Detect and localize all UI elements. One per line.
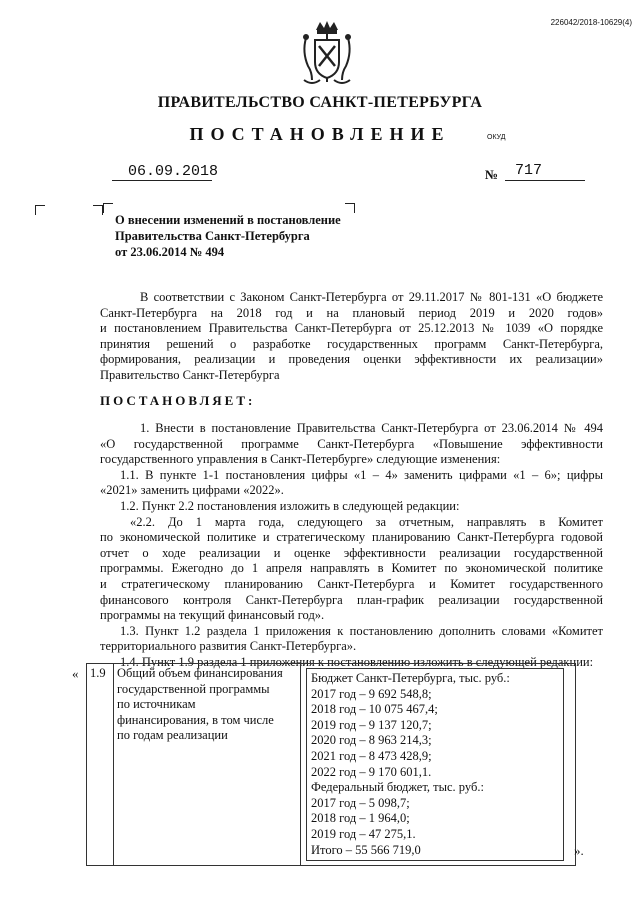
row-label bbox=[114, 664, 301, 866]
item-line: 1.4. Пункт 1.9 раздела 1 приложения к постановлению изложить в следующей редакции: bbox=[120, 654, 594, 669]
coat-of-arms-icon bbox=[298, 20, 356, 90]
item-line: программы на текущий финансовый год». bbox=[100, 608, 325, 623]
item-line: и стратегическому планированию Санкт-Петербурга и Комитет государственного bbox=[100, 576, 603, 591]
item-line: по экономической политике и стратегическому планированию Санкт-Петербурга годовой bbox=[100, 530, 603, 545]
table-open-quote: « bbox=[72, 666, 79, 681]
value-line: 2018 год – 10 075 467,4; bbox=[311, 702, 438, 717]
corner-mark-left bbox=[35, 205, 45, 215]
government-title: ПРАВИТЕЛЬСТВО САНКТ-ПЕТЕРБУРГА bbox=[157, 94, 483, 111]
row-label-line: по годам реализации bbox=[117, 728, 228, 743]
item-line: 1.2. Пункт 2.2 постановления изложить в следующей редакции: bbox=[120, 498, 460, 513]
subject-line-1: О внесении изменений в постановление bbox=[115, 213, 341, 227]
preamble-line: принятия решений о разработке государственных программ Санкт-Петербурга, bbox=[100, 336, 603, 351]
item-line: программы. Ежегодно до 1 апреля направлять в Комитет по экономической политике bbox=[100, 561, 603, 576]
value-line: 2021 год – 8 473 428,9; bbox=[311, 748, 432, 763]
value-line: 2017 год – 5 098,7; bbox=[311, 795, 410, 810]
resolves-heading: ПОСТАНОВЛЯЕТ: bbox=[100, 393, 256, 408]
number-label: № bbox=[485, 167, 499, 182]
value-line: Итого – 55 566 719,0 bbox=[311, 842, 421, 857]
item-line: государственного управления в Санкт-Петербурге» следующие изменения: bbox=[100, 452, 501, 467]
value-line: Федеральный бюджет, тыс. руб.: bbox=[311, 780, 484, 795]
preamble-line: Санкт-Петербурга на 2018 год и на плановый период 2019 и 2020 годов» bbox=[100, 305, 603, 320]
preamble-line: В соответствии с Законом Санкт-Петербурга от 29.11.2017 № 801-131 «О бюджете bbox=[140, 290, 603, 304]
table-row bbox=[87, 664, 576, 866]
preamble-line: и постановлением Правительства Санкт-Петербурга от 25.12.2013 № 1039 «О порядке bbox=[100, 321, 603, 336]
row-values bbox=[301, 664, 576, 866]
row-number: 1.9 bbox=[87, 664, 114, 866]
preamble-line: формирования, реализации и проведения оценки эффективности их реализации» bbox=[100, 352, 603, 367]
item-line: территориального развития Санкт-Петербурга». bbox=[100, 639, 357, 654]
okud-label: ОКУД bbox=[487, 134, 506, 141]
value-line: 2019 год – 47 275,1. bbox=[311, 826, 416, 841]
row-label-line: финансирования, в том числе bbox=[117, 712, 274, 727]
document-type-title: ПОСТАНОВЛЕНИЕ bbox=[189, 124, 451, 144]
table-close-quote: ». bbox=[574, 843, 584, 858]
value-line: 2017 год – 9 692 548,8; bbox=[311, 686, 432, 701]
value-line: Бюджет Санкт-Петербурга, тыс. руб.: bbox=[311, 671, 510, 685]
item-line: «2021» заменить цифрами «2022». bbox=[100, 483, 284, 498]
document-date: 06.09.2018 bbox=[128, 163, 219, 180]
item-line: финансового контроля Санкт-Петербурга план-график реализации государственной bbox=[100, 592, 603, 607]
subject-line-3: от 23.06.2014 № 494 bbox=[115, 245, 225, 259]
value-line: 2022 год – 9 170 601,1. bbox=[311, 764, 432, 779]
row-label-line: Общий объем финансирования bbox=[117, 666, 283, 680]
subject-line-2: Правительства Санкт-Петербурга bbox=[115, 229, 310, 243]
corner-mark-mid-left bbox=[103, 203, 113, 213]
row-label-line: государственной программы bbox=[117, 681, 270, 696]
financing-table bbox=[86, 663, 576, 866]
item-line: отчет о ходе реализации и оценке эффективности реализации государственной bbox=[100, 545, 603, 560]
preamble-line: Правительство Санкт-Петербурга bbox=[100, 367, 280, 382]
value-line: 2020 год – 8 963 214,3; bbox=[311, 733, 432, 748]
item-line: «2.2. До 1 марта года, следующего за отчетным, направлять в Комитет bbox=[130, 514, 603, 529]
values-box bbox=[306, 668, 564, 861]
item-line: 1.1. В пункте 1-1 постановления цифры «1 – 4» заменить цифрами «1 – 6»; цифры bbox=[120, 467, 603, 482]
preamble bbox=[100, 290, 603, 384]
number-underline bbox=[505, 180, 585, 181]
document-registration-number: 226042/2018-10629(4) bbox=[550, 18, 632, 27]
corner-mark-mid-right bbox=[93, 205, 103, 215]
item-line: 1.3. Пункт 1.2 раздела 1 приложения к постановлению дополнить словами «Комитет bbox=[120, 623, 603, 638]
item-line: «О государственной программе Санкт-Петербурга «Повышение эффективности bbox=[100, 436, 603, 451]
document-subject bbox=[115, 212, 341, 260]
corner-mark-right bbox=[345, 203, 355, 213]
item-1 bbox=[100, 421, 603, 671]
item-line: 1. Внести в постановление Правительства Санкт-Петербурга от 23.06.2014 № 494 bbox=[140, 421, 603, 435]
value-line: 2018 год – 1 964,0; bbox=[311, 811, 410, 826]
value-line: 2019 год – 9 137 120,7; bbox=[311, 717, 432, 732]
document-number: 717 bbox=[515, 162, 543, 179]
date-underline bbox=[112, 180, 212, 181]
row-label-line: по источникам bbox=[117, 697, 196, 712]
